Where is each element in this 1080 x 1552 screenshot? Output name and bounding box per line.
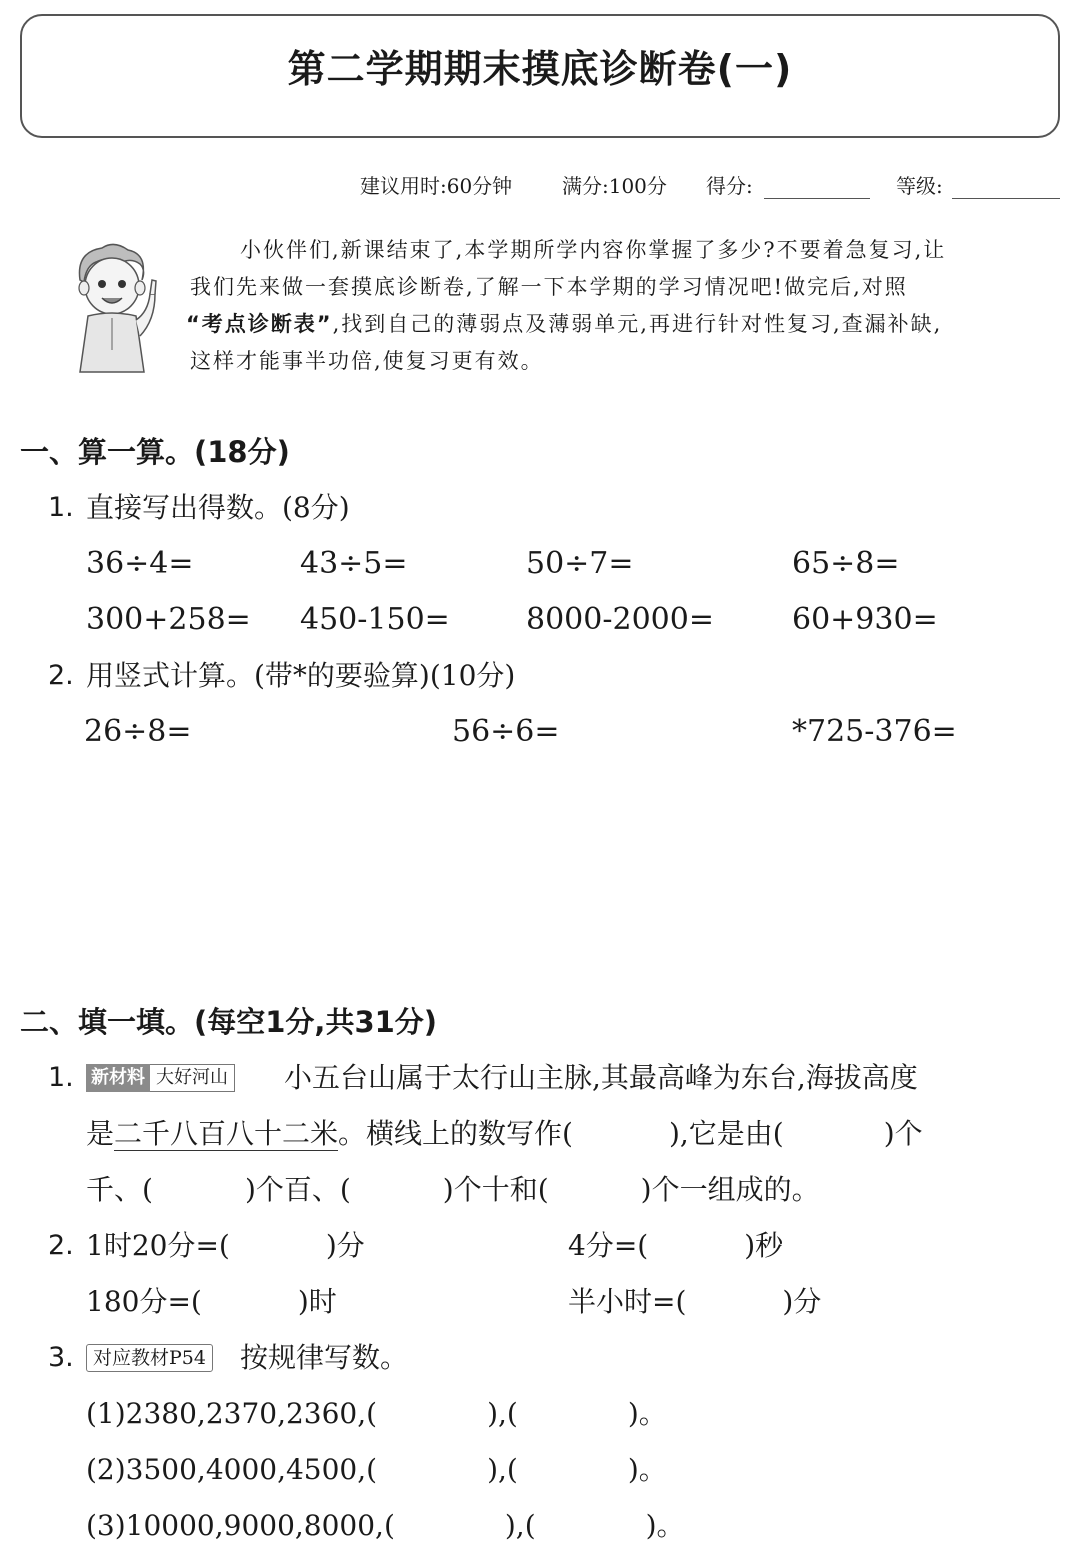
s1-q2-number: 2. (48, 660, 74, 691)
s1-q1-text: 直接写出得数。(8分) (86, 491, 350, 524)
page-title: 第二学期期末摸底诊断卷(一) (287, 47, 793, 91)
intro-line-1: 小伙伴们,新课结束了,本学期所学内容你掌握了多少?不要着急复习,让 (240, 238, 947, 262)
time-conversion-item: 1时20分=( )分 (86, 1229, 365, 1262)
calc-item: 8000-2000= (526, 602, 714, 637)
s1-q2-text: 用竖式计算。(带*的要验算)(10分) (86, 659, 516, 692)
calc-item: 50÷7= (526, 546, 634, 581)
score-label: 得分: (706, 174, 753, 198)
s2-q2-number: 2. (48, 1230, 74, 1261)
s2-q3-text: 按规律写数。 (240, 1341, 409, 1374)
intro-quote: “考点诊断表” (186, 312, 333, 336)
textbook-ref-badge: 对应教材P54 (86, 1344, 213, 1372)
time-label: 建议用时:60分钟 (360, 174, 513, 198)
calc-item: 450-150= (300, 602, 450, 637)
intro-line-3-rest: ,找到自己的薄弱点及薄弱单元,再进行针对性复习,查漏补缺, (332, 312, 943, 336)
cartoon-boy-illustration (62, 240, 162, 375)
vertical-calc-item: *725-376= (792, 714, 957, 749)
vertical-calc-item: 56÷6= (452, 714, 560, 749)
sequence-item: (3)10000,9000,8000,( ),( )。 (86, 1509, 685, 1542)
s1-q1-number: 1. (48, 492, 74, 523)
full-score-label: 满分:100分 (562, 174, 667, 198)
calc-item: 60+930= (792, 602, 938, 637)
s2-q1-line-2: 是二千八百八十二米。横线上的数写作( ),它是由( )个 (86, 1117, 923, 1150)
time-conversion-item: 4分=( )秒 (568, 1229, 784, 1262)
grade-label: 等级: (896, 174, 943, 198)
grade-blank[interactable] (952, 176, 1060, 199)
calc-item: 300+258= (86, 602, 251, 637)
new-material-badge: 新材料 (86, 1064, 150, 1092)
s2-q1-number: 1. (48, 1062, 74, 1093)
intro-line-4: 这样才能事半功倍,使复习更有效。 (190, 349, 544, 373)
textbook-ref-tag (86, 1344, 213, 1372)
sequence-item: (1)2380,2370,2360,( ),( )。 (86, 1397, 667, 1430)
calc-item: 43÷5= (300, 546, 408, 581)
intro-line-2: 我们先来做一套摸底诊断卷,了解一下本学期的学习情况吧!做完后,对照 (190, 275, 908, 299)
s2-q3-number: 3. (48, 1342, 74, 1373)
section-1-heading: 一、算一算。(18分) (20, 435, 290, 469)
time-conversion-item: 半小时=( )分 (568, 1285, 822, 1318)
calc-item: 65÷8= (792, 546, 900, 581)
s2-q1-line-3: 千、( )个百、( )个十和( )个一组成的。 (86, 1173, 820, 1206)
section-2-heading: 二、填一填。(每空1分,共31分) (20, 1005, 438, 1039)
vertical-calc-item: 26÷8= (84, 714, 192, 749)
intro-line-3 (186, 306, 942, 343)
time-conversion-item: 180分=( )时 (86, 1285, 337, 1318)
s2-q1-line-1: 小五台山属于太行山主脉,其最高峰为东台,海拔高度 (284, 1061, 918, 1094)
source-badge: 大好河山 (150, 1064, 235, 1092)
calc-item: 36÷4= (86, 546, 194, 581)
score-blank[interactable] (764, 176, 870, 199)
new-material-tag (86, 1064, 235, 1092)
underlined-number-words: 二千八百八十二米 (114, 1117, 339, 1150)
sequence-item: (2)3500,4000,4500,( ),( )。 (86, 1453, 667, 1486)
